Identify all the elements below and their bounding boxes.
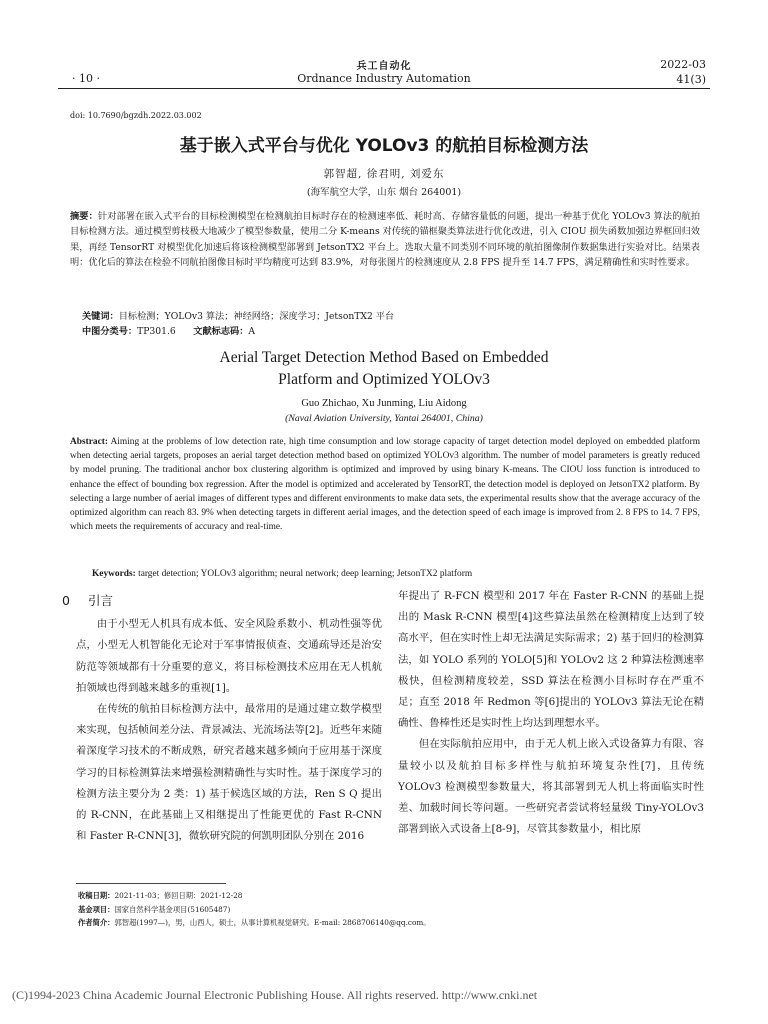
classification-cn: [82, 323, 255, 337]
keywords-en-text: target detection; YOLOv3 algorithm; neural network; deep learning; JetsonTX2 platform: [138, 569, 473, 579]
abstract-cn-label: 摘要：: [70, 211, 98, 222]
received-dates: 2021-11-03；修回日期：2021-12-28: [114, 891, 243, 900]
footnotes: [78, 889, 431, 930]
abstract-en: [70, 435, 700, 534]
keywords-en: [92, 569, 472, 579]
affiliation-en: (Naval Aviation University, Yantai 264001, China): [285, 413, 483, 424]
abstract-en-label: Abstract:: [70, 437, 109, 447]
abstract-cn-text: 针对部署在嵌入式平台的目标检测模型在检测航拍目标时存在的检测速率低、耗时高、存储容量低的问题，提出一种基于优化 YOLOv3 算法的航拍目标检测方法。通过模型剪枝极大地减少了模型参数量，使用二分 K-means 对传统的锚框聚类算法进行优化改进，引入 CIOU 损失函数加强边界框回归效果，再经 TensorRT 对模型优化加速后将该检测模型部署到 JetsonTX2 平台上。选取大量不同类别不同环境的航拍图像制作数据集进行实验对比。结果表明：优化后的算法在检验不同航拍图像目标时平均精度可达到 83.9%，对每张图片的检测速度从 2.8 FPS 提升至 14.7 FPS，满足精确性和实时性要求。: [70, 211, 701, 268]
paragraph: 但在实际航拍应用中，由于无人机上嵌入式设备算力有限、容量较小以及航拍目标多样性与航拍环境复杂性[7]，且传统 YOLOv3 检测模型参数量大，将其部署到无人机上将面临实时性差、加载时间长等问题。一些研究者尝试将轻量级 Tiny-YOLOv3 部署到嵌入式设备上[8-9]，尽管其参数量小，相比原: [398, 738, 704, 836]
author-bio: 郭智超(1997—)，男，山西人，硕士，从事计算机视觉研究。E-mail: 2868706140@qq.com。: [114, 918, 431, 927]
issue-volume: 41(3): [676, 73, 706, 86]
title-cn: 基于嵌入式平台与优化 YOLOv3 的航拍目标检测方法: [179, 136, 589, 156]
keywords-cn-text: 目标检测；YOLOv3 算法；神经网络；深度学习；JetsonTX2 平台: [118, 311, 395, 322]
section-title: 引言: [87, 593, 113, 608]
section-heading: [62, 590, 382, 611]
body-column-right: [398, 586, 704, 840]
issue-date: 2022-03: [660, 58, 706, 71]
fund-label: 基金项目：: [78, 904, 115, 914]
doi: doi: 10.7690/bgzdh.2022.03.002: [70, 111, 202, 120]
authors-en: Guo Zhichao, Xu Junming, Liu Aidong: [301, 398, 467, 409]
keywords-en-label: Keywords:: [92, 569, 136, 579]
doc-code-label: 文献标志码：: [193, 326, 249, 337]
header-rule: [58, 88, 710, 89]
journal-name-cn: 兵工自动化: [356, 61, 412, 72]
paragraph: 年提出了 R-FCN 模型和 2017 年在 Faster R-CNN 的基础上提出的 Mask R-CNN 模型[4]这些算法虽然在检测精度上达到了较高水平，但在实时性上却无法满足实际需求；2) 基于回归的检测算法，如 YOLO 系列的 YOLO[5]和 YOLOv2 这 2 种算法检测速率极快，但检测精度较差，SSD 算法在检测小目标时存在严重不足；直至 2018 年 Redmon 等[6]提出的 YOLOv3 算法无论在精确性、鲁棒性还是实时性上均达到理想水平。: [398, 590, 704, 730]
fund-text: 国家自然科学基金项目(51605487): [114, 904, 231, 914]
abstract-en-text: Aiming at the problems of low detection rate, high time consumption and low storage capacity of target detection model deployed on embedded platform when detecting aerial targets, proposes an aerial target detection method based on optimized YOLOv3 algorithm. The number of model parameters is greatly reduced by model pruning. The traditional anchor box clustering algorithm is optimized and improved by using binary K-means. The CIOU loss function is introduced to enhance the effect of bounding box regression. After the model is optimized and accelerated by TensorRT, the detection model is deployed on JetsonTX2 platform. By selecting a large number of aerial images of different types and different environments to make data sets, the experimental results show that the average accuracy of the optimized algorithm can reach 83. 9% when detecting targets in different aerial images, and the detection speed of each image is improved from 2. 8 FPS to 14. 7 FPS, which meets the requirements of accuracy and real-time.: [70, 437, 701, 533]
title-en-line1: Aerial Target Detection Method Based on Embedded: [219, 349, 549, 366]
author-label: 作者简介：: [78, 918, 115, 927]
journal-name-en: Ordnance Industry Automation: [297, 72, 471, 85]
footnote-author: [78, 916, 431, 930]
affiliation-cn: (海军航空大学，山东 烟台 264001): [306, 187, 462, 198]
section-number: 0: [62, 593, 70, 608]
page-number: · 10 ·: [72, 72, 100, 85]
abstract-cn: [70, 209, 700, 270]
footnote-rule: [76, 883, 226, 884]
keywords-cn-label: 关键词：: [82, 311, 119, 322]
paragraph: 由于小型无人机具有成本低、安全风险系数小、机动性强等优点，小型无人机智能化无论对于军事情报侦查、交通疏导还是治安防范等领域都有十分重要的意义，将目标检测技术应用在无人机航拍领域也得到越来越多的重视[1]。: [76, 618, 382, 694]
footnote-received: [78, 889, 431, 903]
received-label: 收稿日期：: [78, 891, 115, 900]
footnote-fund: [78, 903, 431, 917]
keywords-cn: [82, 308, 394, 322]
clc-value: TP301.6: [137, 326, 176, 337]
authors-cn: 郭智超, 徐君明, 刘爱东: [323, 168, 445, 180]
title-en-line2: Platform and Optimized YOLOv3: [278, 371, 490, 388]
clc-label: 中图分类号：: [82, 326, 138, 337]
copyright-notice: (C)1994-2023 China Academic Journal Electronic Publishing House. All rights reserved. http://www.cnki.net: [12, 988, 538, 1002]
issue-info: [660, 57, 706, 87]
body-column-left: [62, 590, 382, 847]
paragraph: 在传统的航拍目标检测方法中，最常用的是通过建立数学模型来实现，包括帧间差分法、背景减法、光流场法等[2]。近些年来随着深度学习技术的不断成熟，研究者越来越多倾向于应用基于深度学习的目标检测算法来增强检测精确性与实时性。基于深度学习的检测方法主要分为 2 类：1) 基于候选区域的方法，Ren S Q 提出的 R-CNN，在此基础上又相继提出了性能更优的 Fast R-CNN 和 Faster R-CNN[3]，微软研究院的何凯明团队分别在 2016: [76, 703, 382, 843]
doc-code-value: A: [248, 326, 256, 337]
title-en: [0, 347, 768, 391]
